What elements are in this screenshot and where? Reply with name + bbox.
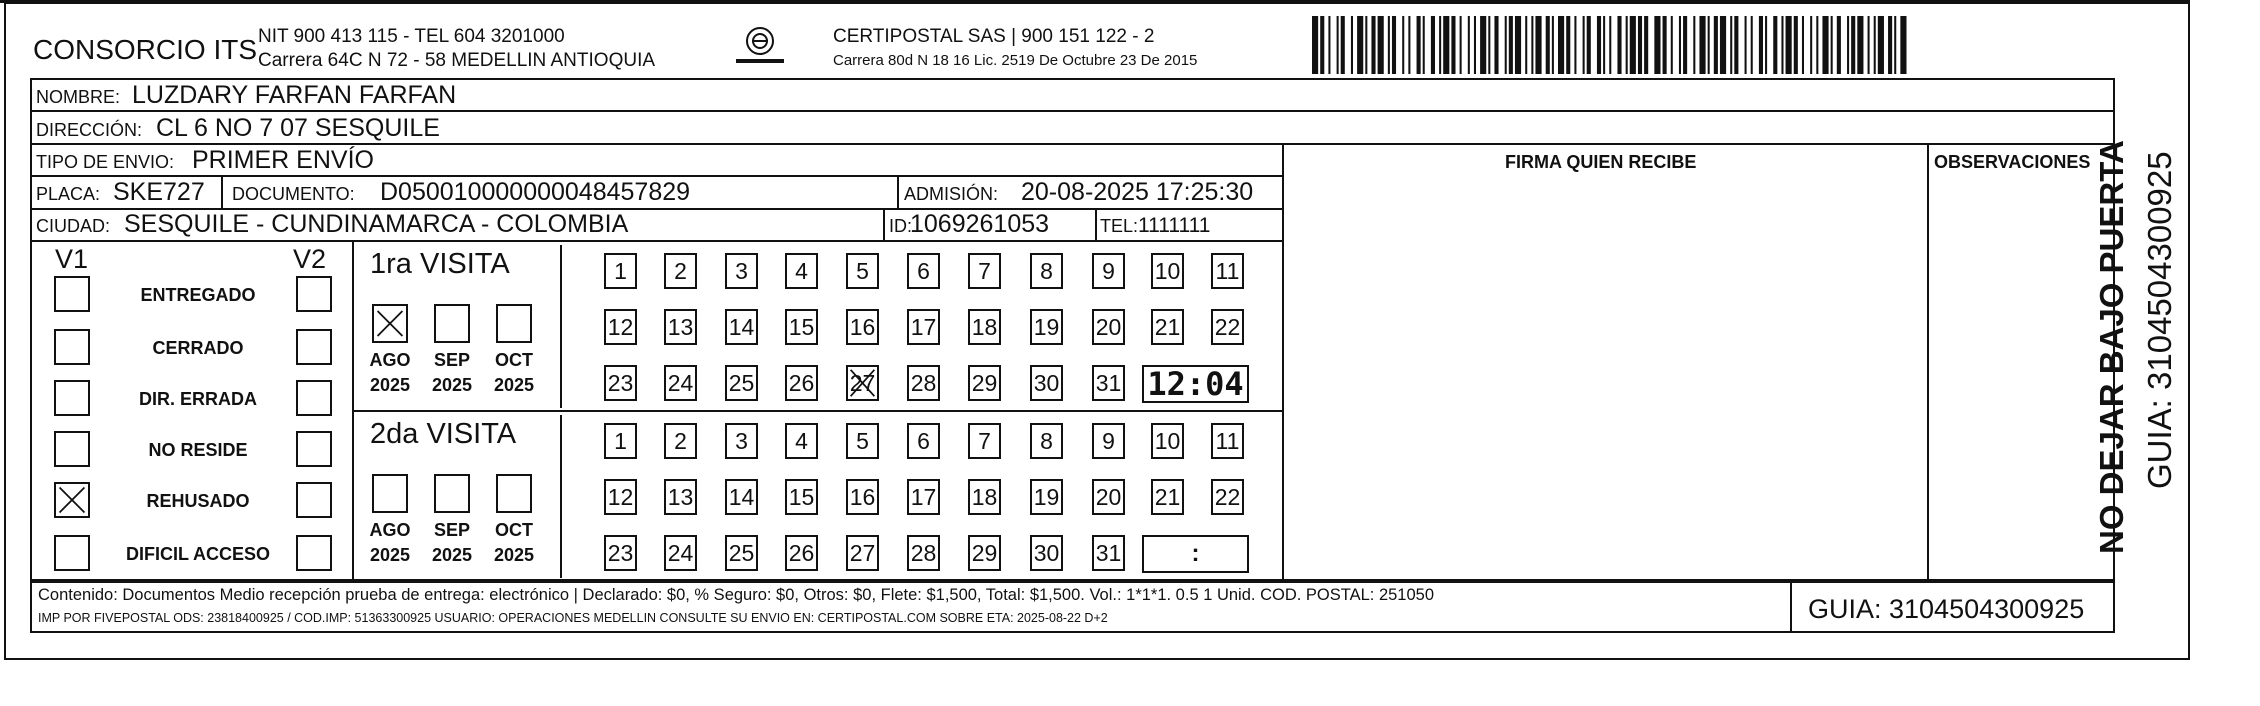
status-label: NO RESIDE <box>148 440 248 460</box>
barcode-bar <box>1587 16 1591 74</box>
barcode-bar <box>1693 16 1695 74</box>
day-checkbox[interactable]: 30 <box>1030 535 1063 571</box>
tel-value: 1111111 <box>1138 214 1211 237</box>
v2-checkbox-1[interactable] <box>296 329 332 365</box>
barcode-bar <box>1531 16 1533 74</box>
tel-label: TEL: <box>1100 216 1139 236</box>
v1-label: V1 <box>55 244 89 274</box>
barcode-bar <box>1509 16 1513 74</box>
day-checkbox[interactable]: 18 <box>968 479 1001 515</box>
day-number: 27 <box>849 370 876 396</box>
visit-time-field[interactable]: : <box>1142 535 1249 573</box>
barcode-bar <box>1597 16 1601 74</box>
barcode-bar <box>1558 16 1564 74</box>
v2-checkbox-0[interactable] <box>296 276 332 312</box>
direccion-label: DIRECCIÓN: <box>36 120 143 140</box>
company-nit-tel: NIT 900 413 115 - TEL 604 3201000 <box>258 26 565 47</box>
day-checkbox[interactable]: 11 <box>1211 423 1244 459</box>
v2-checkbox-3[interactable] <box>296 431 332 467</box>
day-checkbox[interactable]: 3 <box>725 423 758 459</box>
day-checkbox[interactable]: 31 <box>1092 365 1125 401</box>
day-checkbox[interactable]: 17 <box>907 309 940 345</box>
documento-value: D050010000000048457829 <box>380 178 691 206</box>
company-address: Carrera 64C N 72 - 58 MEDELLIN ANTIOQUIA <box>258 50 656 71</box>
day-checkbox[interactable]: 14 <box>725 309 758 345</box>
barcode-bar <box>1699 16 1705 74</box>
barcode-bar <box>1837 16 1841 74</box>
placa-label: PLACA: <box>36 184 101 204</box>
barcode-bar <box>1468 16 1470 74</box>
v1-checkbox-4[interactable] <box>54 482 90 518</box>
barcode-bar <box>1663 16 1667 74</box>
day-checkbox[interactable]: 29 <box>968 535 1001 571</box>
direccion-value: CL 6 NO 7 07 SESQUILE <box>156 114 440 142</box>
month-name: OCT <box>495 350 533 370</box>
day-checkbox[interactable]: 13 <box>664 479 697 515</box>
barcode-bar <box>1644 16 1648 74</box>
barcode-bar <box>1816 16 1818 74</box>
day-checkbox[interactable]: 22 <box>1211 479 1244 515</box>
barcode-bar <box>1505 16 1507 74</box>
barcode-bar <box>1638 16 1642 74</box>
status-label: DIFICIL ACCESO <box>125 544 271 564</box>
day-checkbox[interactable]: 8 <box>1030 253 1063 289</box>
day-checkbox[interactable]: 12 <box>604 479 637 515</box>
barcode-bar <box>1357 16 1363 74</box>
barcode-bar <box>1392 16 1396 74</box>
day-checkbox[interactable]: 14 <box>725 479 758 515</box>
v2-checkbox-4[interactable] <box>296 482 332 518</box>
day-checkbox[interactable]: 12 <box>604 309 637 345</box>
barcode-bar <box>1488 16 1490 74</box>
v1-checkbox-5[interactable] <box>54 535 90 571</box>
footer-imp: IMP POR FIVEPOSTAL ODS: 23818400925 / COD.IMP: 51363300925 USUARIO: OPERACIONES MEDELLIN CONSULTE SU ENVIO EN: CERTIPOSTAL.COM SOBRE ETA: 2025-08-22 D+2 <box>38 611 1108 625</box>
day-checkbox[interactable]: 2 <box>664 253 697 289</box>
day-checkbox[interactable]: 7 <box>968 423 1001 459</box>
status-label: ENTREGADO <box>140 285 256 305</box>
day-checkbox[interactable]: 25 <box>725 365 758 401</box>
barcode-bar <box>1480 16 1486 74</box>
month-checkbox-2[interactable] <box>496 474 532 513</box>
day-checkbox[interactable]: 24 <box>664 365 697 401</box>
day-checkbox[interactable]: 24 <box>664 535 697 571</box>
day-checkbox[interactable]: 5 <box>846 253 879 289</box>
barcode-bar <box>1888 16 1892 74</box>
barcode-bar <box>1822 16 1828 74</box>
barcode-bar <box>1337 16 1339 74</box>
barcode-bar <box>1546 16 1550 74</box>
month-name: AGO <box>369 350 411 370</box>
observaciones-label: OBSERVACIONES <box>1934 152 2091 172</box>
barcode-bar <box>1341 16 1345 74</box>
day-checkbox[interactable]: 29 <box>968 365 1001 401</box>
month-year: 2025 <box>493 545 535 565</box>
side-warning: NO DEJAR BAJO PUERTA <box>2093 140 2130 554</box>
barcode-bar <box>1494 16 1498 74</box>
day-checkbox[interactable]: 3 <box>725 253 758 289</box>
ciudad-value: SESQUILE - CUNDINAMARCA - COLOMBIA <box>124 210 629 238</box>
barcode-bar <box>1460 16 1462 74</box>
barcode-bar <box>1617 16 1621 74</box>
barcode-bar <box>1417 16 1421 74</box>
day-checkbox[interactable]: 10 <box>1151 253 1184 289</box>
month-checkbox-1[interactable] <box>434 304 470 343</box>
firma-label: FIRMA QUIEN RECIBE <box>1505 152 1697 172</box>
status-label: REHUSADO <box>146 491 250 511</box>
barcode-bar <box>1451 16 1455 74</box>
barcode-bar <box>1765 16 1767 74</box>
carrier-address: Carrera 80d N 18 16 Lic. 2519 De Octubre 23 De 2015 <box>833 52 1198 69</box>
barcode-bar <box>1603 16 1605 74</box>
barcode-bar <box>1423 16 1425 74</box>
barcode-bar <box>1894 16 1896 74</box>
v2-checkbox-5[interactable] <box>296 535 332 571</box>
day-checkbox[interactable]: 1 <box>604 253 637 289</box>
carrier-name: CERTIPOSTAL SAS | 900 151 122 - 2 <box>833 26 1155 47</box>
month-year: 2025 <box>493 375 535 395</box>
barcode-bar <box>1671 16 1673 74</box>
status-label: CERRADO <box>152 338 244 358</box>
admision-label: ADMISIÓN: <box>904 184 999 204</box>
day-checkbox[interactable]: 23 <box>604 365 637 401</box>
day-checkbox[interactable]: 7 <box>968 253 1001 289</box>
barcode-bar <box>1515 16 1521 74</box>
v1-checkbox-2[interactable] <box>54 380 90 416</box>
day-checkbox[interactable]: 20 <box>1092 309 1125 345</box>
barcode-bar <box>1654 16 1660 74</box>
day-checkbox[interactable]: 11 <box>1211 253 1244 289</box>
barcode-bar <box>1868 16 1870 74</box>
nombre-value: LUZDARY FARFAN FARFAN <box>132 81 457 109</box>
barcode-bar <box>1874 16 1876 74</box>
day-checkbox[interactable]: 26 <box>785 535 818 571</box>
barcode-bar <box>1679 16 1681 74</box>
day-checkbox[interactable]: 4 <box>785 423 818 459</box>
barcode-bar <box>1802 16 1804 74</box>
day-checkbox[interactable]: 16 <box>846 479 879 515</box>
barcode-bar <box>1630 16 1636 74</box>
barcode-bar <box>1794 16 1798 74</box>
month-name: AGO <box>369 520 411 540</box>
day-checkbox[interactable]: 22 <box>1211 309 1244 345</box>
barcode-bar <box>1408 16 1410 74</box>
month-year: 2025 <box>431 545 473 565</box>
footer-contenido: Contenido: Documentos Medio recepción prueba de entrega: electrónico | Declarado: $0, % Seguro: $0, Otros: $0, Flete: $1,500, Total: $1,500. Vol.: 1*1*1. 0.5 1 Unid. COD. POSTAL: 251050 <box>38 586 1435 604</box>
visit-title: 1ra VISITA <box>370 248 510 280</box>
month-name: SEP <box>433 520 471 540</box>
v2-label: V2 <box>293 244 327 274</box>
day-checkbox[interactable]: 9 <box>1092 253 1125 289</box>
day-checkbox[interactable]: 21 <box>1151 309 1184 345</box>
barcode-bar <box>1312 16 1318 74</box>
day-checkbox[interactable]: 15 <box>785 479 818 515</box>
barcode-bar <box>1847 16 1849 74</box>
month-year: 2025 <box>431 375 473 395</box>
day-checkbox[interactable]: 27 <box>846 535 879 571</box>
barcode-bar <box>1851 16 1855 74</box>
day-checkbox[interactable]: 10 <box>1151 423 1184 459</box>
barcode-bar <box>1786 16 1792 74</box>
barcode-bar <box>1439 16 1441 74</box>
barcode-bar <box>1751 16 1753 74</box>
barcode-bar <box>1351 16 1353 74</box>
barcode-bar <box>1574 16 1576 74</box>
barcode-bar <box>1759 16 1763 74</box>
barcode-bar <box>1734 16 1738 74</box>
day-checkbox[interactable]: 8 <box>1030 423 1063 459</box>
day-checkbox[interactable]: 5 <box>846 423 879 459</box>
side-guia: GUIA: 3104504300925 <box>2141 151 2178 489</box>
day-checkbox[interactable]: 6 <box>907 423 940 459</box>
day-checkbox[interactable]: 30 <box>1030 365 1063 401</box>
barcode-bar <box>1378 16 1384 74</box>
barcode-bar <box>1900 16 1906 74</box>
month-name: OCT <box>495 520 533 540</box>
day-checkbox[interactable]: 28 <box>907 365 940 401</box>
certipostal-logo <box>730 24 790 70</box>
barcode-bar <box>1810 16 1812 74</box>
day-checkbox[interactable]: 15 <box>785 309 818 345</box>
barcode-bar <box>1626 16 1628 74</box>
month-checkbox-0[interactable] <box>372 304 408 343</box>
status-label: DIR. ERRADA <box>138 389 258 409</box>
barcode-bar <box>1831 16 1833 74</box>
day-checkbox[interactable]: 4 <box>785 253 818 289</box>
documento-label: DOCUMENTO: <box>232 184 355 204</box>
barcode-bar <box>1552 16 1554 74</box>
day-checkbox[interactable]: 23 <box>604 535 637 571</box>
day-checkbox[interactable]: 20 <box>1092 479 1125 515</box>
admision-value: 20-08-2025 17:25:30 <box>1021 178 1254 206</box>
day-checkbox[interactable]: 16 <box>846 309 879 345</box>
id-value: 1069261053 <box>910 210 1050 238</box>
barcode-bar <box>1781 16 1783 74</box>
month-year: 2025 <box>369 375 411 395</box>
barcode-bar <box>1402 16 1404 74</box>
day-checkbox[interactable]: 18 <box>968 309 1001 345</box>
barcode-bar <box>1525 16 1527 74</box>
barcode-bar <box>1857 16 1863 74</box>
barcode-bar <box>1431 16 1435 74</box>
month-checkbox-1[interactable] <box>434 474 470 513</box>
barcode-bar <box>1683 16 1687 74</box>
barcode-bar <box>1583 16 1585 74</box>
barcode-bar <box>1708 16 1710 74</box>
barcode-bar <box>1714 16 1718 74</box>
day-checkbox[interactable]: 13 <box>664 309 697 345</box>
barcode-bar <box>1328 16 1330 74</box>
day-checkbox[interactable] <box>846 365 879 401</box>
month-name: SEP <box>433 350 471 370</box>
v1-checkbox-3[interactable] <box>54 431 90 467</box>
day-checkbox[interactable]: 21 <box>1151 479 1184 515</box>
day-checkbox[interactable]: 28 <box>907 535 940 571</box>
visit-time-field[interactable]: 12:04 <box>1142 365 1249 403</box>
barcode-bar <box>1566 16 1570 74</box>
day-checkbox[interactable]: 19 <box>1030 479 1063 515</box>
v2-checkbox-2[interactable] <box>296 380 332 416</box>
day-checkbox[interactable]: 17 <box>907 479 940 515</box>
company-name: CONSORCIO ITS <box>33 34 258 65</box>
id-label: ID: <box>889 216 913 236</box>
barcode-bar <box>1365 16 1367 74</box>
month-checkbox-2[interactable] <box>496 304 532 343</box>
barcode-bar <box>1878 16 1884 74</box>
v1-checkbox-1[interactable] <box>54 329 90 365</box>
barcode-bar <box>1609 16 1611 74</box>
month-checkbox-0[interactable] <box>372 474 408 513</box>
v1-checkbox-0[interactable] <box>54 276 90 312</box>
barcode-bar <box>1443 16 1449 74</box>
ciudad-label: CIUDAD: <box>36 216 111 236</box>
barcode-bar <box>1320 16 1324 74</box>
day-checkbox[interactable]: 31 <box>1092 535 1125 571</box>
day-checkbox[interactable]: 19 <box>1030 309 1063 345</box>
barcode-icon <box>1312 16 1908 74</box>
tipo-envio-value: PRIMER ENVÍO <box>192 146 374 174</box>
barcode-bar <box>1535 16 1541 74</box>
day-checkbox[interactable]: 6 <box>907 253 940 289</box>
day-checkbox[interactable]: 1 <box>604 423 637 459</box>
day-checkbox[interactable]: 25 <box>725 535 758 571</box>
barcode-bar <box>1745 16 1747 74</box>
day-checkbox[interactable]: 2 <box>664 423 697 459</box>
day-checkbox[interactable]: 9 <box>1092 423 1125 459</box>
footer-guia: GUIA: 3104504300925 <box>1808 594 2085 624</box>
visit-title: 2da VISITA <box>370 418 517 450</box>
barcode-bar <box>1730 16 1732 74</box>
barcode-bar <box>1720 16 1726 74</box>
barcode-bar <box>1474 16 1476 74</box>
day-checkbox[interactable]: 26 <box>785 365 818 401</box>
month-year: 2025 <box>369 545 411 565</box>
barcode-bar <box>1371 16 1375 74</box>
barcode-bar <box>1773 16 1777 74</box>
tipo-envio-label: TIPO DE ENVIO: <box>36 152 175 172</box>
nombre-label: NOMBRE: <box>36 87 121 107</box>
barcode-bar <box>1388 16 1390 74</box>
placa-value: SKE727 <box>113 178 205 206</box>
